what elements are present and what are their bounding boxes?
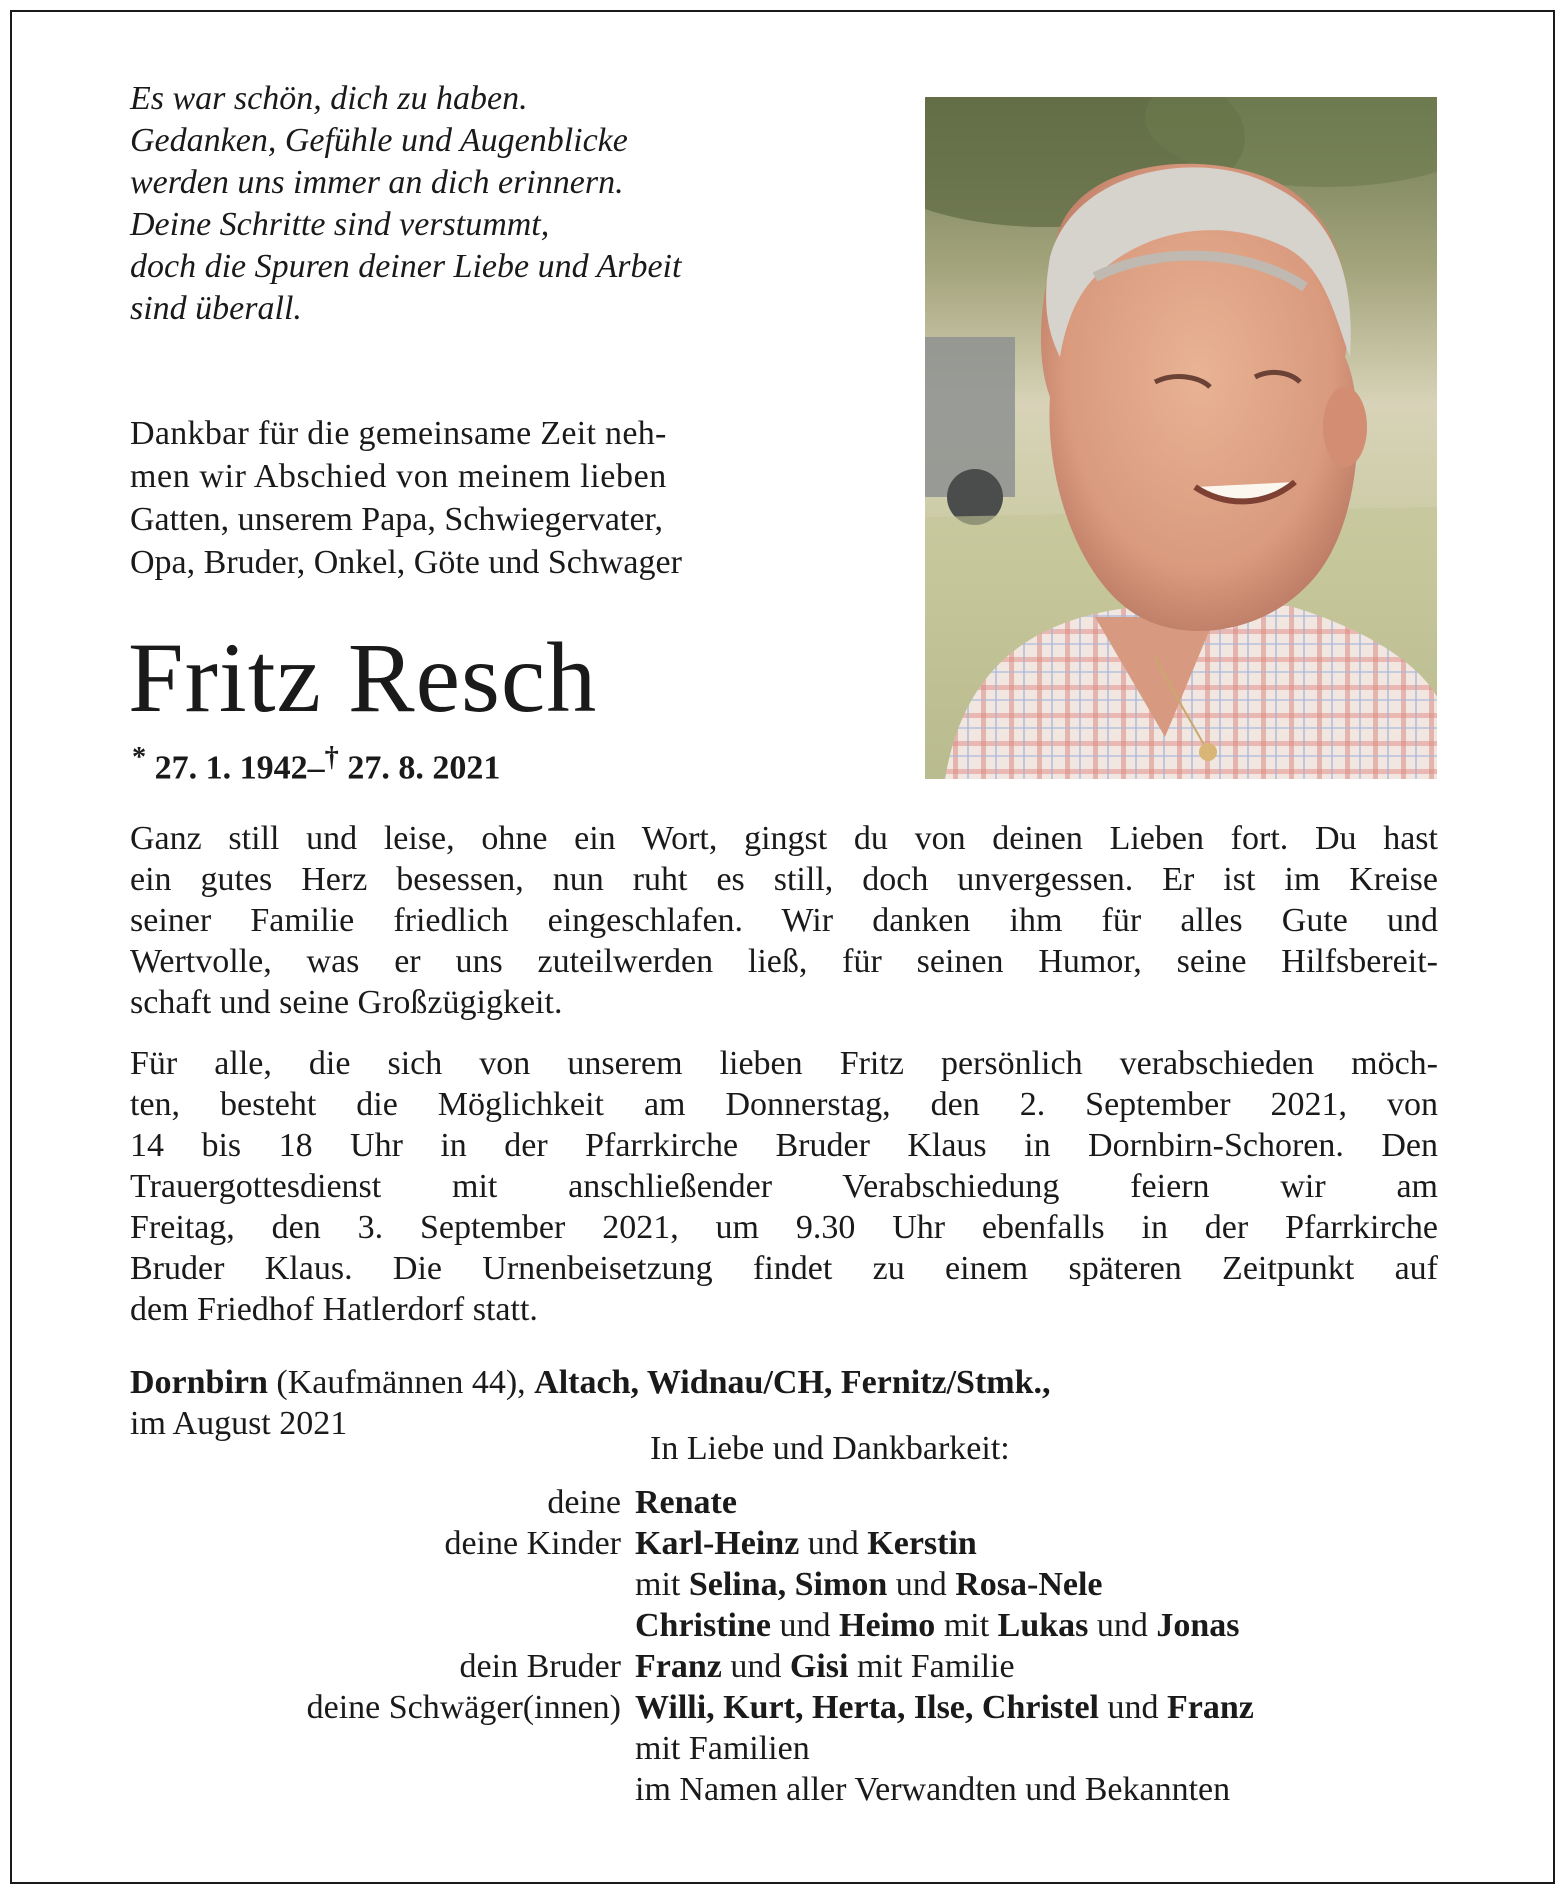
closing-line: im Namen aller Verwandten und Bekannten bbox=[635, 1771, 1231, 1808]
paragraph-service bbox=[130, 1043, 1438, 1330]
intro-line: Opa, Bruder, Onkel, Göte und Schwager bbox=[130, 544, 682, 581]
location-city: Dornbirn bbox=[130, 1364, 268, 1401]
conjunction: und bbox=[771, 1607, 839, 1644]
thanks-line: In Liebe und Dankbarkeit: bbox=[650, 1430, 1010, 1467]
paragraph-line: ten, besteht die Möglichkeit am Donnerstag, den 2. September 2021, von bbox=[130, 1086, 1438, 1123]
paragraph-line: Trauergottesdienst mit anschließender Verabschiedung feiern wir am bbox=[130, 1168, 1438, 1205]
relation-label: deine Kinder bbox=[444, 1525, 621, 1562]
death-symbol: † bbox=[324, 742, 339, 773]
intro-line: men wir Abschied von meinem lieben bbox=[130, 458, 667, 495]
survivor-name: Rosa-Nele bbox=[955, 1566, 1103, 1603]
survivor-name: Lukas bbox=[997, 1607, 1089, 1644]
poem-line: werden uns immer an dich erinnern. bbox=[130, 164, 624, 201]
birth-symbol: * bbox=[132, 742, 147, 773]
survivor-name: Christine bbox=[635, 1607, 771, 1644]
location-address: (Kaufmännen 44), bbox=[267, 1364, 535, 1401]
relation-label: dein Bruder bbox=[459, 1648, 621, 1685]
conjunction: und bbox=[799, 1525, 868, 1562]
survivor-name: Franz bbox=[1166, 1689, 1254, 1726]
death-date: 27. 8. 2021 bbox=[347, 749, 501, 787]
portrait-photo bbox=[925, 97, 1437, 779]
poem bbox=[130, 78, 890, 330]
survivor-name: Renate bbox=[635, 1484, 737, 1521]
survivor-row bbox=[130, 1482, 1254, 1523]
conjunction: mit Familien bbox=[635, 1730, 810, 1767]
survivor-name: Willi, Kurt, Herta, Ilse, Christel bbox=[635, 1689, 1099, 1726]
intro-line: Gatten, unserem Papa, Schwiegervater, bbox=[130, 501, 663, 538]
survivor-row bbox=[130, 1605, 1254, 1646]
poem-line: Gedanken, Gefühle und Augenblicke bbox=[130, 122, 628, 159]
survivor-row bbox=[130, 1687, 1254, 1728]
paragraph-farewell bbox=[130, 818, 1438, 1023]
birth-date: 27. 1. 1942 bbox=[154, 749, 308, 787]
survivor-name: Jonas bbox=[1156, 1607, 1240, 1644]
paragraph-line: Bruder Klaus. Die Urnenbeisetzung findet zu einem späteren Zeitpunkt auf bbox=[130, 1250, 1438, 1287]
paragraph-line: schaft und seine Großzügigkeit. bbox=[130, 984, 563, 1021]
survivor-name: Kerstin bbox=[867, 1525, 977, 1562]
paragraph-line: Ganz still und leise, ohne ein Wort, gingst du von deinen Lieben fort. Du hast bbox=[130, 820, 1438, 857]
intro-text bbox=[130, 412, 820, 584]
survivor-row bbox=[130, 1564, 1254, 1605]
survivor-row bbox=[130, 1523, 1254, 1564]
paragraph-line: seiner Familie friedlich eingeschlafen. Wir danken ihm für alles Gute und bbox=[130, 902, 1438, 939]
survivor-name: Selina, Simon bbox=[688, 1566, 888, 1603]
conjunction: mit bbox=[935, 1607, 998, 1644]
relation-label: deine bbox=[547, 1484, 621, 1521]
paragraph-line: dem Friedhof Hatlerdorf statt. bbox=[130, 1291, 538, 1328]
conjunction: mit bbox=[635, 1566, 689, 1603]
paragraph-line: Freitag, den 3. September 2021, um 9.30 Uhr ebenfalls in der Pfarrkirche bbox=[130, 1209, 1438, 1246]
survivors-list bbox=[130, 1482, 1254, 1810]
poem-line: sind überall. bbox=[130, 290, 302, 327]
relation-label: deine Schwäger(innen) bbox=[306, 1689, 621, 1726]
survivor-row bbox=[130, 1646, 1254, 1687]
location-other-places: Altach, Widnau/CH, Fernitz/Stmk., bbox=[534, 1364, 1051, 1401]
survivor-name: Gisi bbox=[789, 1648, 849, 1685]
paragraph-line: 14 bis 18 Uhr in der Pfarrkirche Bruder Klaus in Dornbirn-Schoren. Den bbox=[130, 1127, 1438, 1164]
survivor-row bbox=[130, 1728, 1254, 1769]
location-line bbox=[130, 1362, 1051, 1403]
paragraph-line: ein gutes Herz besessen, nun ruht es still, doch unvergessen. Er ist im Kreise bbox=[130, 861, 1438, 898]
survivor-name: Karl-Heinz bbox=[635, 1525, 800, 1562]
life-dates bbox=[132, 742, 500, 787]
conjunction: mit Familie bbox=[848, 1648, 1015, 1685]
survivor-name: Franz bbox=[635, 1648, 722, 1685]
conjunction: und bbox=[1088, 1607, 1157, 1644]
location-date: im August 2021 bbox=[130, 1405, 348, 1442]
poem-line: Deine Schritte sind verstummt, bbox=[130, 206, 550, 243]
conjunction: und bbox=[887, 1566, 956, 1603]
poem-line: doch die Spuren deiner Liebe und Arbeit bbox=[130, 248, 682, 285]
conjunction: und bbox=[1098, 1689, 1167, 1726]
survivor-name: Heimo bbox=[839, 1607, 936, 1644]
intro-line: Dankbar für die gemeinsame Zeit neh- bbox=[130, 415, 667, 452]
conjunction: und bbox=[721, 1648, 790, 1685]
deceased-name: Fritz Resch bbox=[128, 622, 598, 733]
paragraph-line: Für alle, die sich von unserem lieben Fritz persönlich verabschieden möch- bbox=[130, 1045, 1438, 1082]
paragraph-line: Wertvolle, was er uns zuteilwerden ließ, für seinen Humor, seine Hilfsbereit- bbox=[130, 943, 1438, 980]
survivor-row bbox=[130, 1769, 1254, 1810]
poem-line: Es war schön, dich zu haben. bbox=[130, 80, 528, 117]
date-separator: – bbox=[307, 749, 325, 787]
